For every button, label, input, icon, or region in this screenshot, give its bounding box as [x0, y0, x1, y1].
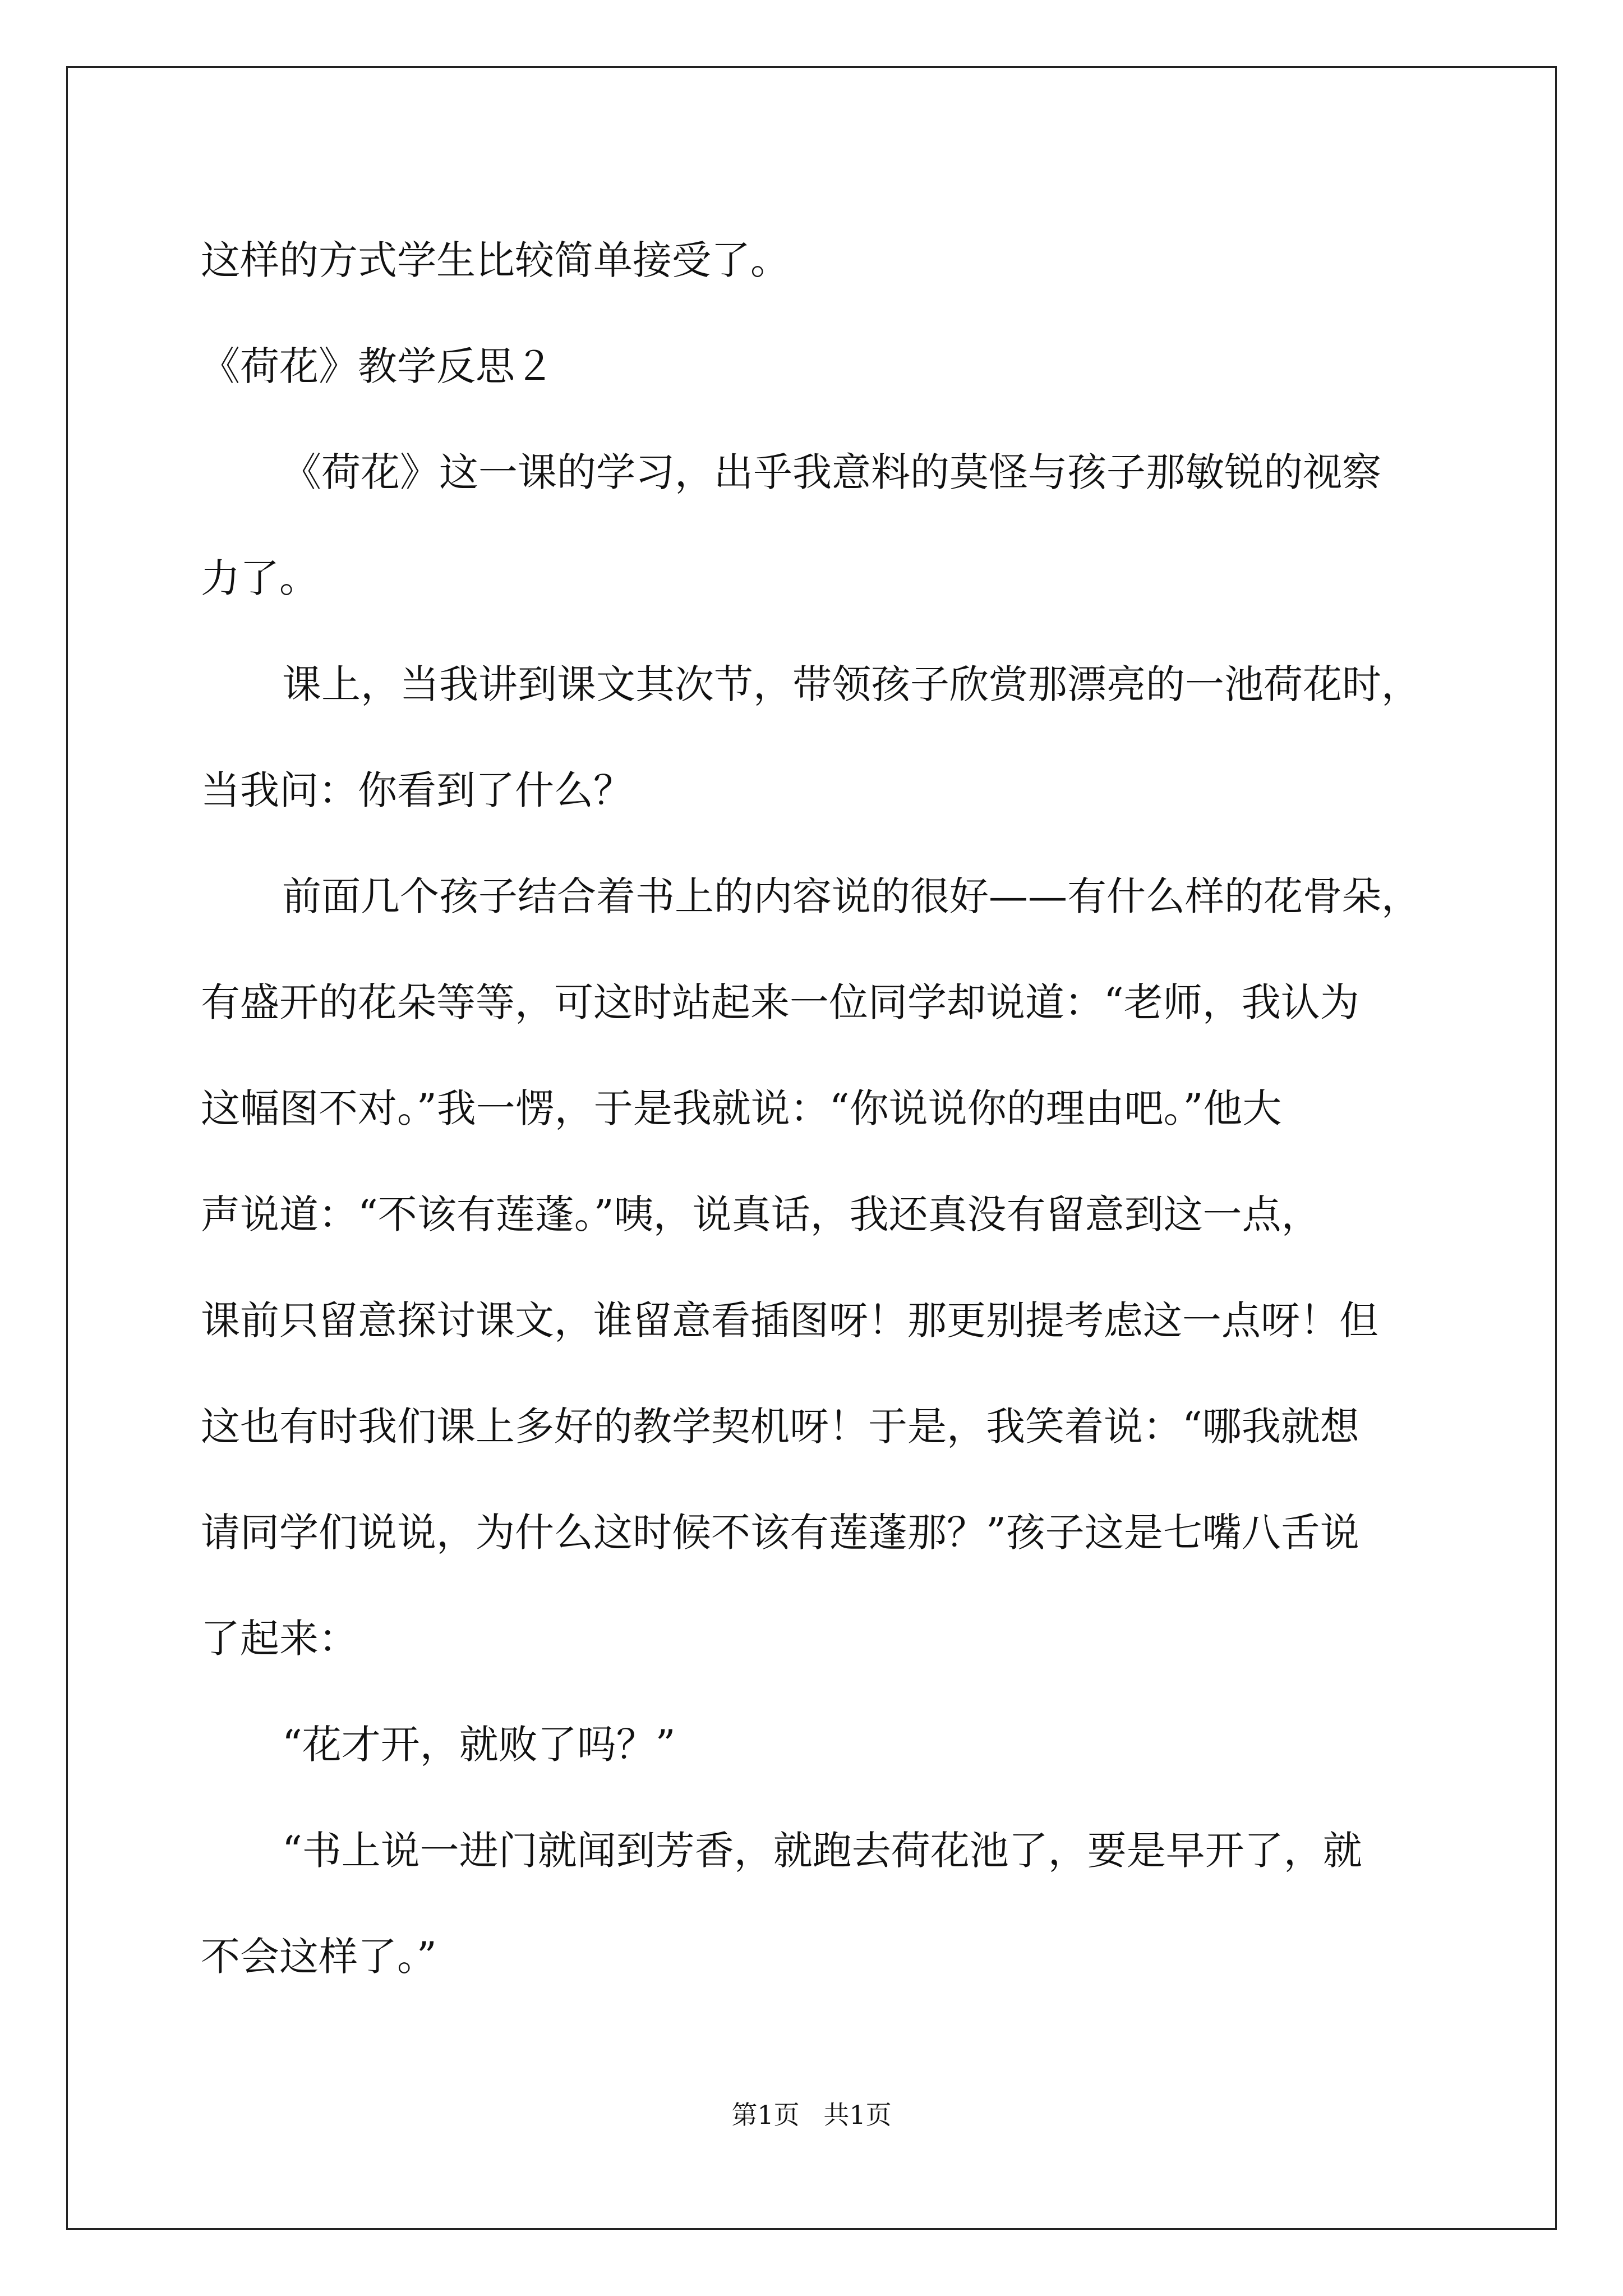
text-line: 请同学们说说，为什么这时候不该有莲蓬那？”孩子这是七嘴八舌说	[201, 1510, 1359, 1556]
text-line: “花才开，就败了吗？”	[282, 1722, 676, 1768]
text-line: 这幅图不对。”我一愣，于是我就说：“你说说你的理由吧。”他大	[201, 1085, 1282, 1131]
text-line: 当我问：你看到了什么？	[201, 767, 633, 813]
page-number: 第1页	[731, 2100, 800, 2130]
text-line: “书上说一进门就闻到芳香，就跑去荷花池了，要是早开了，就	[282, 1828, 1362, 1874]
page-total: 共1页	[823, 2100, 892, 2130]
text-line: 声说道：“不该有莲蓬。”咦，说真话，我还真没有留意到这一点，	[201, 1191, 1321, 1237]
section-heading: 《荷花》教学反思２	[201, 343, 554, 389]
text-line: 这样的方式学生比较简单接受了。	[201, 237, 790, 283]
text-line: 不会这样了。”	[201, 1934, 437, 1980]
page-footer	[0, 2098, 1623, 2132]
document-body	[201, 208, 1424, 2010]
text-line: 课上，当我讲到课文其次节，带领孩子欣赏那漂亮的一池荷花时，	[282, 661, 1421, 707]
text-line: 了起来：	[201, 1616, 358, 1662]
text-line: 力了。	[201, 555, 319, 601]
text-line: 前面几个孩子结合着书上的内容说的很好——有什么样的花骨朵，	[282, 873, 1421, 919]
text-line: 《荷花》这一课的学习，出乎我意料的莫怪与孩子那敏锐的视察	[282, 449, 1381, 495]
text-line: 课前只留意探讨课文，谁留意看插图呀！那更别提考虑这一点呀！但	[201, 1297, 1378, 1343]
text-line: 这也有时我们课上多好的教学契机呀！于是，我笑着说：“哪我就想	[201, 1404, 1359, 1450]
text-line: 有盛开的花朵等等，可这时站起来一位同学却说道：“老师，我认为	[201, 979, 1359, 1025]
